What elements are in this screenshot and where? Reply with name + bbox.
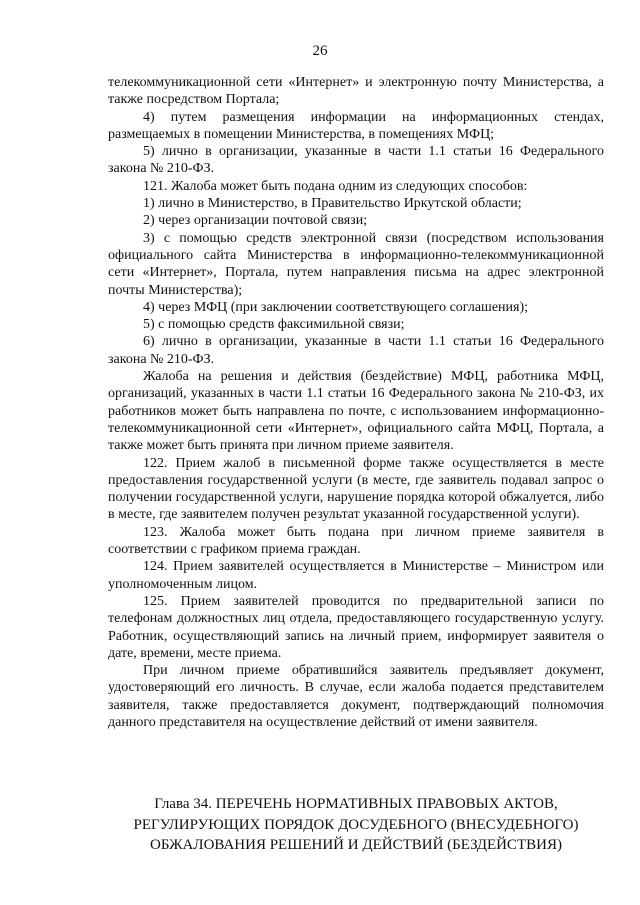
document-body (108, 74, 604, 731)
chapter-heading-line-3: ОБЖАЛОВАНИЯ РЕШЕНИЙ И ДЕЙСТВИЙ (БЕЗДЕЙСТВИЯ) (150, 837, 562, 853)
clause-123: 123. Жалоба может быть подана при личном приеме заявителя в соответствии с графиком приема граждан. (108, 524, 604, 558)
list-item-5-in-person: 5) лично в организации, указанные в части 1.1 статьи 16 Федерального закона № 210-ФЗ. (108, 144, 604, 177)
clause-122: 122. Прием жалоб в письменной форме также осуществляется в месте предоставления государственной услуги (в месте, где заявитель подавал запрос о получении государственной услуги, нарушение порядка которой обжалуется, либо в месте, где заявителем получен результат указанной государственной услуги). (108, 455, 604, 523)
paragraph-mfc-complaint: Жалоба на решения и действия (бездействие) МФЦ, работника МФЦ, организаций, указанных в части 1.1 статьи 16 Федерального закона № 210-ФЗ, их работников может быть направлена по почте, с использованием информационно-телекоммуникационной сети «Интернет», официального сайта МФЦ, Портала, а также может быть принята при личном приеме заявителя. (108, 369, 604, 454)
list-item-6-in-person: 6) лично в организации, указанные в части 1.1 статьи 16 Федерального закона № 210-ФЗ. (108, 334, 604, 367)
page-number: 26 (312, 43, 328, 59)
list-item-3-electronic: 3) с помощью средств электронной связи (посредством использования официального сайта Министерства в информационно-телекоммуникационной сети «Интернет», Портала, путем направления письма на адрес электронной почты Министерства); (108, 230, 604, 298)
clause-124: 124. Прием заявителей осуществляется в Министерстве – Министром или уполномоченным лицом. (108, 559, 604, 592)
clause-121: 121. Жалоба может быть подана одним из следующих способов: (143, 178, 528, 194)
paragraph-continuation: телекоммуникационной сети «Интернет» и электронную почту Министерства, а также посредством Портала; (108, 75, 604, 108)
chapter-heading (100, 794, 612, 856)
list-item-5-fax: 5) с помощью средств факсимильной связи; (143, 317, 405, 333)
chapter-heading-line-1: Глава 34. ПЕРЕЧЕНЬ НОРМАТИВНЫХ ПРАВОВЫХ АКТОВ, (154, 796, 558, 812)
clause-125: 125. Прием заявителей проводится по предварительной записи по телефонам должностных лиц отдела, предоставляющего государственную услугу. Работник, осуществляющий запись на личный прием, информирует заявителя о дате, времени, месте приема. (108, 593, 604, 661)
list-item-1-ministry: 1) лично в Министерство, в Правительство Иркутской области; (143, 196, 522, 212)
list-item-4-mfc: 4) через МФЦ (при заключении соответствующего соглашения); (143, 299, 529, 315)
chapter-heading-line-2: РЕГУЛИРУЮЩИХ ПОРЯДОК ДОСУДЕБНОГО (ВНЕСУДЕБНОГО) (133, 816, 579, 833)
list-item-4-stands: 4) путем размещения информации на информационных стендах, размещаемых в помещении Министерства, в помещениях МФЦ; (108, 109, 604, 142)
paragraph-personal-reception: При личном приеме обратившийся заявитель предъявляет документ, удостоверяющий его личность. В случае, если жалоба подается представителем заявителя, также предоставляется документ, подтверждающий полномочия данного представителя на осуществление действий от имени заявителя. (108, 663, 604, 730)
list-item-2-postal: 2) через организации почтовой связи; (143, 213, 368, 229)
